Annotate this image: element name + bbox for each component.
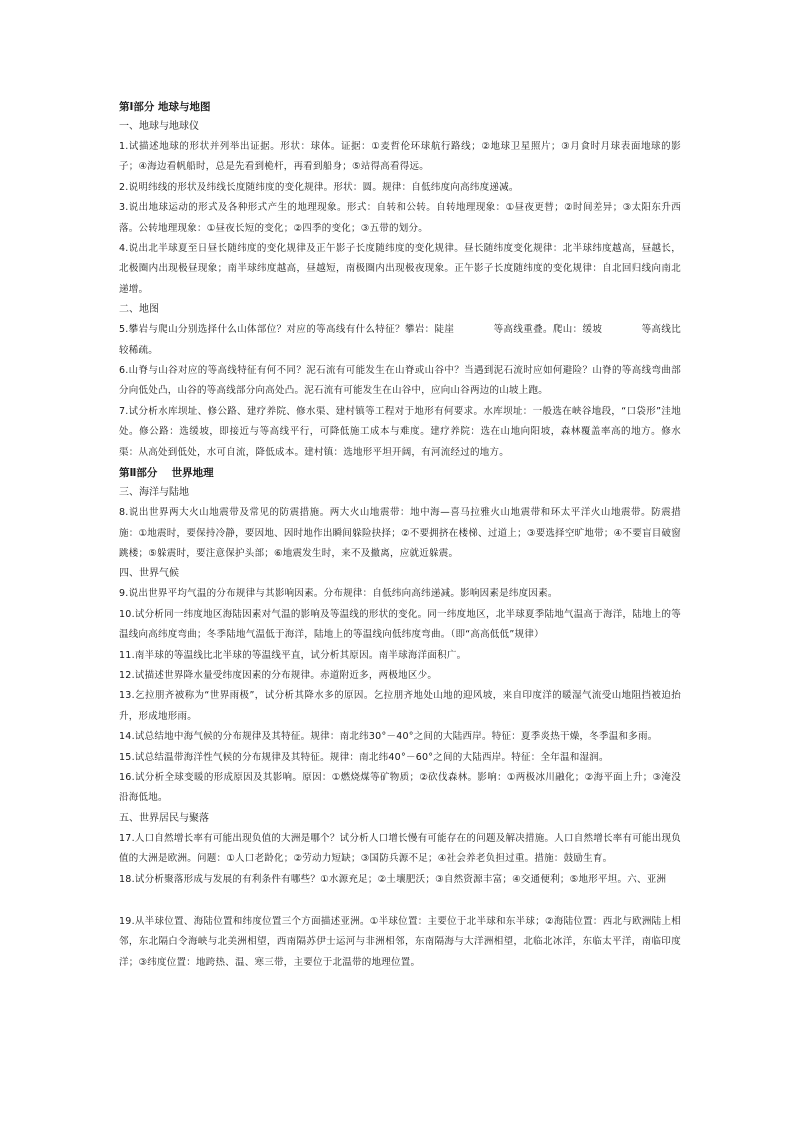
question-15: 15.试总结温带海洋性气候的分布规律及其特征。规律：南北纬40°－60°之间的大陆西岸。特征：全年温和湿润。 [119, 751, 609, 763]
section-heading-ocean-land: 三、海洋与陆地 [119, 487, 189, 499]
part-2-title: 第Ⅱ部分 世界地理 [119, 467, 214, 480]
question-10: 10.试分析同一纬度地区海陆因素对气温的影响及等温线的形状的变化。同一纬度地区，北半球夏季陆地气温高于海洋，陆地上的等温线向高纬度弯曲；冬季陆地气温低于海洋，陆地上的等温线向低纬度弯曲。（即“高高低低”规律） [119, 608, 681, 641]
question-18: 18.试分析聚落形成与发展的有利条件有哪些？①水源充足；②土壤肥沃；③自然资源丰富；④交通便利；⑤地形平坦。六、亚洲 [119, 873, 667, 885]
paragraph-spacer [119, 890, 681, 912]
question-11: 11.南半球的等温线比北半球的等温线平直，试分析其原因。南半球海洋面积广。 [119, 649, 467, 661]
question-2: 2.说明纬线的形状及纬线长度随纬度的变化规律。形状：圆。规律：自低纬度向高纬度递减。 [119, 181, 519, 193]
question-8: 8.说出世界两大火山地震带及常见的防震措施。两大火山地震带：地中海—喜马拉雅火山地震带和环太平洋火山地震带。防震措施：①地震时，要保持冷静，要因地、因时地作出瞬间躲险抉择；②不要拥挤在楼梯、过道上；③要选择空旷地带；④不要盲目破窗跳楼；⑤躲震时，要注意保护头部；⑥地震发生时，来不及撤离，应就近躲震。 [119, 507, 681, 559]
document-page [119, 97, 681, 973]
question-17: 17.人口自然增长率有可能出现负值的大洲是哪个？试分析人口增长慢有可能存在的问题及解决措施。人口自然增长率有可能出现负值的大洲是欧洲。问题：①人口老龄化；②劳动力短缺；③国防兵源不足；④社会养老负担过重。措施：鼓励生育。 [119, 832, 681, 865]
question-5: 5.攀岩与爬山分别选择什么山体部位？对应的等高线有什么特征？攀岩：陡崖 等高线重叠。爬山：缓坡 等高线比较稀疏。 [119, 324, 681, 356]
section-heading-earth-globe: 一、地球与地球仪 [119, 121, 199, 132]
section-heading-climate: 四、世界气候 [119, 568, 179, 580]
question-13: 13.乞拉朋齐被称为“世界雨极”，试分析其降水多的原因。乞拉朋齐地处山地的迎风坡，来自印度洋的暖湿气流受山地阻挡被迫抬升，形成地形雨。 [119, 690, 681, 722]
question-16: 16.试分析全球变暖的形成原因及其影响。原因：①燃烧煤等矿物质；②砍伐森林。影响：①两极冰川融化；②海平面上升；③淹没沿海低地。 [119, 771, 681, 804]
question-9: 9.说出世界平均气温的分布规律与其影响因素。分布规律：自低纬向高纬递减。影响因素是纬度因素。 [119, 588, 558, 600]
section-heading-maps: 二、地图 [119, 304, 159, 316]
question-6: 6.山脊与山谷对应的等高线特征有何不同？泥石流有可能发生在山脊或山谷中？当遇到泥石流时应如何避险？山脊的等高线弯曲部分向低处凸，山谷的等高线部分向高处凸。泥石流有可能发生在山谷中，应向山谷两边的山坡上跑。 [119, 365, 681, 397]
question-14: 14.试总结地中海气候的分布规律及其特征。规律：南北纬30°－40°之间的大陆西岸。特征：夏季炎热干燥，冬季温和多雨。 [119, 731, 658, 743]
section-heading-population: 五、世界居民与聚落 [119, 812, 209, 824]
question-19: 19.从半球位置、海陆位置和纬度位置三个方面描述亚洲。①半球位置：主要位于北半球和东半球；②海陆位置：西北与欧洲陆上相邻，东北隔白令海峡与北美洲相望，西南隔苏伊士运河与非洲相邻，东南隔海与大洋洲相望，北临北冰洋，东临太平洋，南临印度洋；③纬度位置：地跨热、温、寒三带，主要位于北温带的地理位置。 [119, 916, 681, 968]
question-4: 4.说出北半球夏至日昼长随纬度的变化规律及正午影子长度随纬度的变化规律。昼长随纬度变化规律：北半球纬度越高，昼越长，北极圈内出现极昼现象；南半球纬度越高，昼越短，南极圈内出现极夜现象。正午影子长度随纬度的变化规律：自北回归线向南北递增。 [119, 243, 681, 295]
question-12: 12.试描述世界降水量受纬度因素的分布规律。赤道附近多，两极地区少。 [119, 669, 438, 681]
question-3: 3.说出地球运动的形式及各种形式产生的地理现象。形式：自转和公转。自转地理现象：①昼夜更替；②时间差异；③太阳东升西落。公转地理现象：①昼夜长短的变化；②四季的变化；③五带的划分。 [119, 202, 681, 234]
question-7: 7.试分析水库坝址、修公路、建疗养院、修水渠、建村镇等工程对于地形有何要求。水库坝址：一般选在峡谷地段，“口袋形”洼地处。修公路：选缓坡，即接近与等高线平行，可降低施工成本与难度。建疗养院：选在山地向阳坡，森林覆盖率高的地方。修水渠：从高处到低处，水可自流，降低成本。建村镇：选地形平坦开阔，有河流经过的地方。 [119, 405, 681, 458]
part-1-title: 第Ⅰ部分 地球与地图 [119, 101, 211, 113]
question-1: 1.试描述地球的形状并列举出证据。形状：球体。证据：①麦哲伦环球航行路线；②地球卫星照片；③月食时月球表面地球的影子；④海边看帆船时，总是先看到桅杆，再看到船身；⑤站得高看得远。 [119, 141, 681, 173]
